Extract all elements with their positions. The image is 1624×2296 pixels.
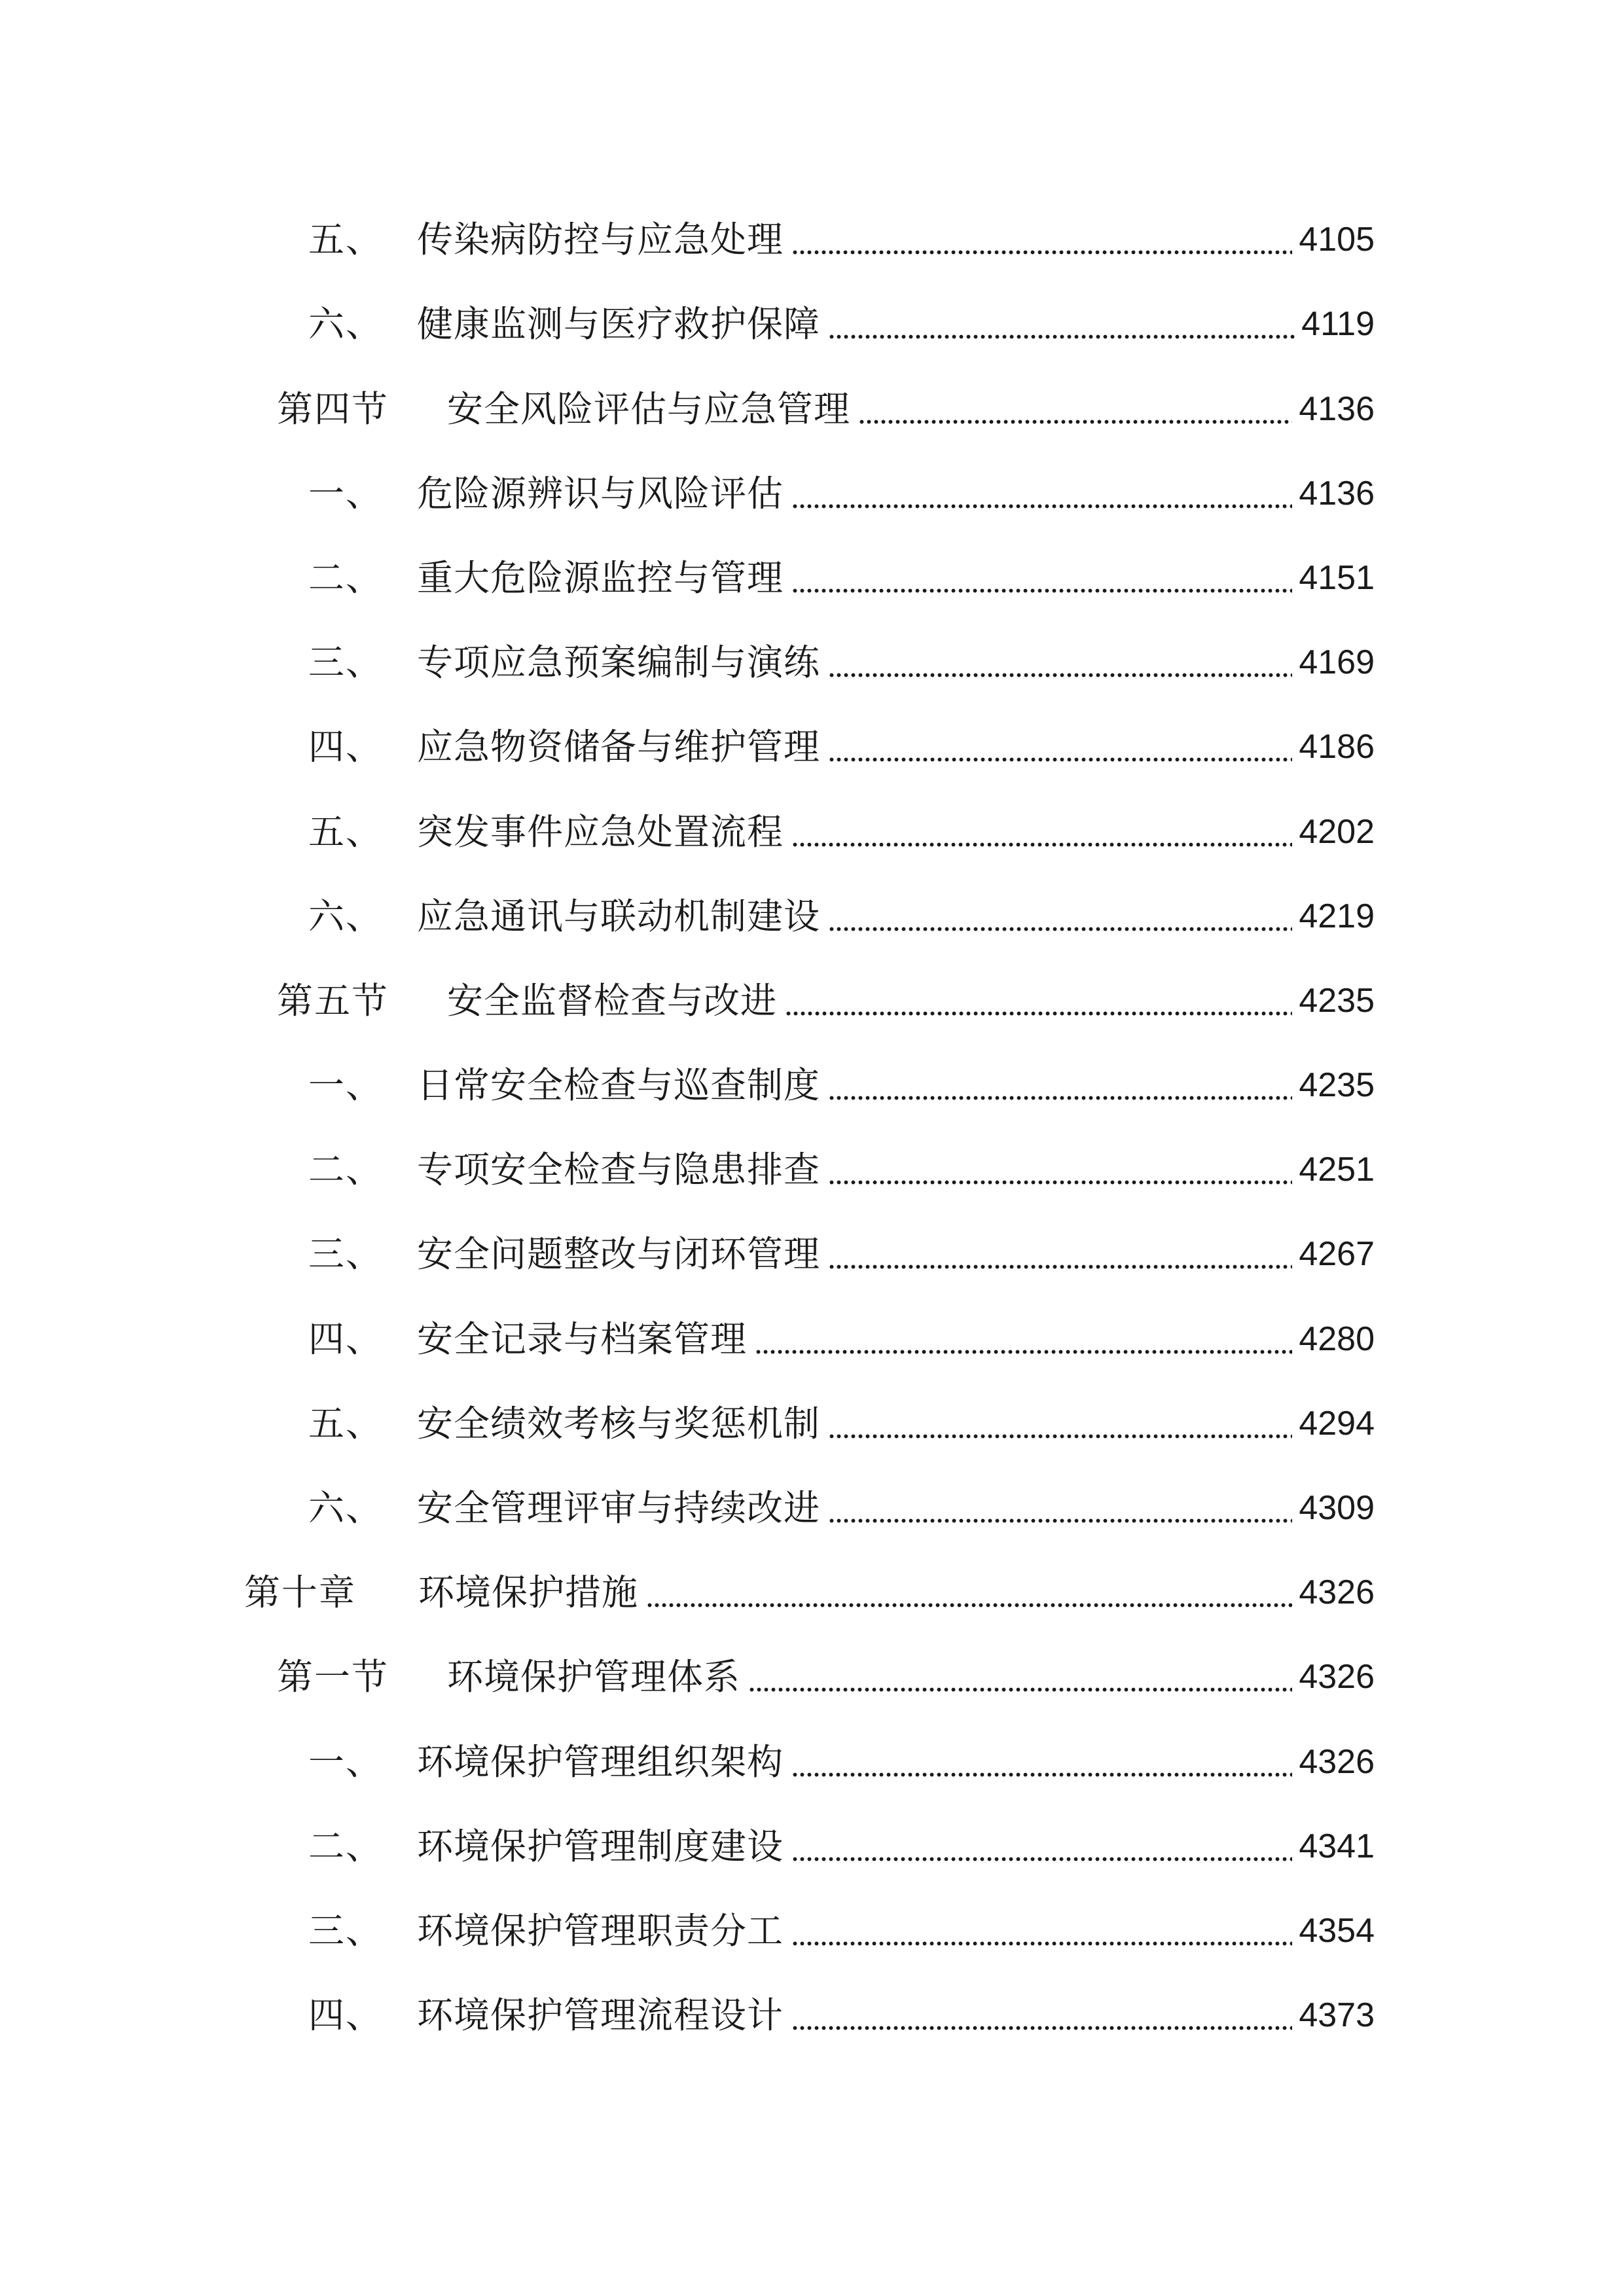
toc-entry[interactable] xyxy=(277,1651,1375,1703)
toc-entry-title: 重大危险源监控与管理 xyxy=(417,557,784,599)
toc-entry[interactable] xyxy=(308,636,1375,689)
dot-leader xyxy=(828,890,1292,942)
toc-entry-number: 六、 xyxy=(308,303,384,345)
toc-entry-title: 安全问题整改与闭环管理 xyxy=(417,1233,821,1275)
toc-entry-title: 应急通讯与联动机制建设 xyxy=(417,895,821,937)
toc-entry[interactable] xyxy=(308,467,1375,520)
toc-entry-title: 环境保护管理组织架构 xyxy=(417,1741,784,1783)
toc-entry-title: 安全管理评审与持续改进 xyxy=(417,1487,821,1529)
dot-leader xyxy=(828,1059,1292,1111)
toc-entry-number: 五、 xyxy=(308,1403,384,1444)
toc-entry-number: 一、 xyxy=(308,473,384,514)
toc-entry-page: 4202 xyxy=(1299,813,1375,851)
toc-entry-page: 4136 xyxy=(1299,475,1375,512)
dot-leader xyxy=(828,1143,1292,1196)
toc-entry[interactable] xyxy=(308,1905,1375,1957)
toc-entry-number: 三、 xyxy=(308,1233,384,1275)
toc-entry-page: 4309 xyxy=(1299,1489,1375,1527)
toc-entry-title: 安全监督检查与改进 xyxy=(447,980,778,1022)
dot-leader xyxy=(828,1482,1292,1534)
dot-leader xyxy=(791,213,1292,266)
toc-entry-title: 健康监测与医疗救护保障 xyxy=(417,303,821,345)
toc-entry-number: 一、 xyxy=(308,1064,384,1106)
toc-entry-number: 三、 xyxy=(308,641,384,683)
dot-leader xyxy=(791,467,1292,520)
toc-entry[interactable] xyxy=(277,975,1375,1027)
dot-leader xyxy=(828,636,1292,689)
toc-entry-title: 安全绩效考核与奖惩机制 xyxy=(417,1403,821,1444)
toc-entry-number: 第五节 xyxy=(277,980,389,1022)
toc-entry-number: 二、 xyxy=(308,1149,384,1191)
toc-entry-number: 六、 xyxy=(308,895,384,937)
dot-leader xyxy=(791,552,1292,604)
toc-entry-title: 应急物资储备与维护管理 xyxy=(417,726,821,768)
toc-entry[interactable] xyxy=(308,1313,1375,1365)
toc-entry-title: 专项安全检查与隐患排查 xyxy=(417,1149,821,1191)
toc-entry[interactable] xyxy=(308,1143,1375,1196)
dot-leader xyxy=(791,1820,1292,1873)
toc-entry-page: 4235 xyxy=(1299,982,1375,1020)
toc-entry[interactable] xyxy=(308,1482,1375,1534)
toc-entry[interactable] xyxy=(308,890,1375,942)
toc-entry-number: 二、 xyxy=(308,1825,384,1867)
toc-entry[interactable] xyxy=(308,1397,1375,1450)
toc-entry-page: 4326 xyxy=(1299,1573,1375,1611)
toc-entry[interactable] xyxy=(308,552,1375,604)
toc-entry-number: 四、 xyxy=(308,1318,384,1360)
toc-entry-title: 环境保护管理制度建设 xyxy=(417,1825,784,1867)
dot-leader xyxy=(858,383,1292,435)
toc-entry-title: 专项应急预案编制与演练 xyxy=(417,641,821,683)
toc-entry-page: 4136 xyxy=(1299,390,1375,428)
toc-entry-page: 4151 xyxy=(1299,559,1375,597)
toc-entry-number: 一、 xyxy=(308,1741,384,1783)
toc-entry-page: 4105 xyxy=(1299,221,1375,259)
dot-leader xyxy=(791,1989,1292,2041)
toc-entry-title: 环境保护管理体系 xyxy=(447,1656,741,1698)
toc-entry-number: 第一节 xyxy=(277,1656,389,1698)
dot-leader xyxy=(828,1228,1292,1280)
toc-entry-number: 第四节 xyxy=(277,388,389,430)
toc-entry-number: 四、 xyxy=(308,1994,384,2036)
toc-entry-number: 四、 xyxy=(308,726,384,768)
toc-entry-page: 4373 xyxy=(1299,1996,1375,2034)
toc-entry[interactable] xyxy=(277,383,1375,435)
toc-entry-number: 二、 xyxy=(308,557,384,599)
toc-entry[interactable] xyxy=(308,213,1375,266)
toc-entry-page: 4341 xyxy=(1299,1827,1375,1865)
toc-entry-number: 五、 xyxy=(308,811,384,853)
toc-entry-page: 4280 xyxy=(1299,1320,1375,1358)
dot-leader xyxy=(755,1313,1292,1365)
dot-leader xyxy=(748,1651,1292,1703)
toc-entry-title: 传染病防控与应急处理 xyxy=(417,219,784,260)
toc-entry-title: 环境保护管理流程设计 xyxy=(417,1994,784,2036)
toc-entry-title: 日常安全检查与巡查制度 xyxy=(417,1064,821,1106)
toc-entry-number: 第十章 xyxy=(244,1571,357,1613)
toc-entry[interactable] xyxy=(308,1228,1375,1280)
toc-entry-title: 环境保护措施 xyxy=(418,1571,639,1613)
dot-leader xyxy=(791,1905,1292,1957)
toc-entry-page: 4186 xyxy=(1299,728,1375,766)
toc-entry-number: 五、 xyxy=(308,219,384,260)
dot-leader xyxy=(828,298,1295,350)
toc-entry-page: 4267 xyxy=(1299,1235,1375,1273)
toc-entry-page: 4235 xyxy=(1299,1066,1375,1104)
dot-leader xyxy=(785,975,1292,1027)
toc-entry-page: 4169 xyxy=(1299,643,1375,681)
toc-entry-page: 4326 xyxy=(1299,1743,1375,1781)
toc-entry[interactable] xyxy=(308,1059,1375,1111)
toc-entry-title: 危险源辨识与风险评估 xyxy=(417,473,784,514)
dot-leader xyxy=(828,1397,1292,1450)
dot-leader xyxy=(828,721,1292,773)
toc-entry-page: 4326 xyxy=(1299,1658,1375,1696)
toc-entry[interactable] xyxy=(308,1820,1375,1873)
toc-entry[interactable] xyxy=(308,1736,1375,1788)
toc-entry[interactable] xyxy=(244,1566,1375,1619)
dot-leader xyxy=(791,806,1292,858)
toc-entry-title: 突发事件应急处置流程 xyxy=(417,811,784,853)
toc-entry[interactable] xyxy=(308,806,1375,858)
toc-entry-title: 安全记录与档案管理 xyxy=(417,1318,748,1360)
toc-entry-number: 六、 xyxy=(308,1487,384,1529)
toc-entry-page: 4219 xyxy=(1299,897,1375,935)
toc-entry-page: 4294 xyxy=(1299,1405,1375,1443)
toc-entry-page: 4354 xyxy=(1299,1912,1375,1950)
toc-entry-title: 安全风险评估与应急管理 xyxy=(447,388,851,430)
dot-leader xyxy=(646,1566,1292,1619)
toc-entry-title: 环境保护管理职责分工 xyxy=(417,1910,784,1952)
toc-entry[interactable] xyxy=(308,721,1375,773)
toc-entry-page: 4251 xyxy=(1299,1151,1375,1189)
toc-entry-page: 4119 xyxy=(1301,305,1375,343)
toc-entry-number: 三、 xyxy=(308,1910,384,1952)
dot-leader xyxy=(791,1736,1292,1788)
toc-entry[interactable] xyxy=(308,1989,1375,2041)
toc-entry[interactable] xyxy=(308,298,1375,350)
